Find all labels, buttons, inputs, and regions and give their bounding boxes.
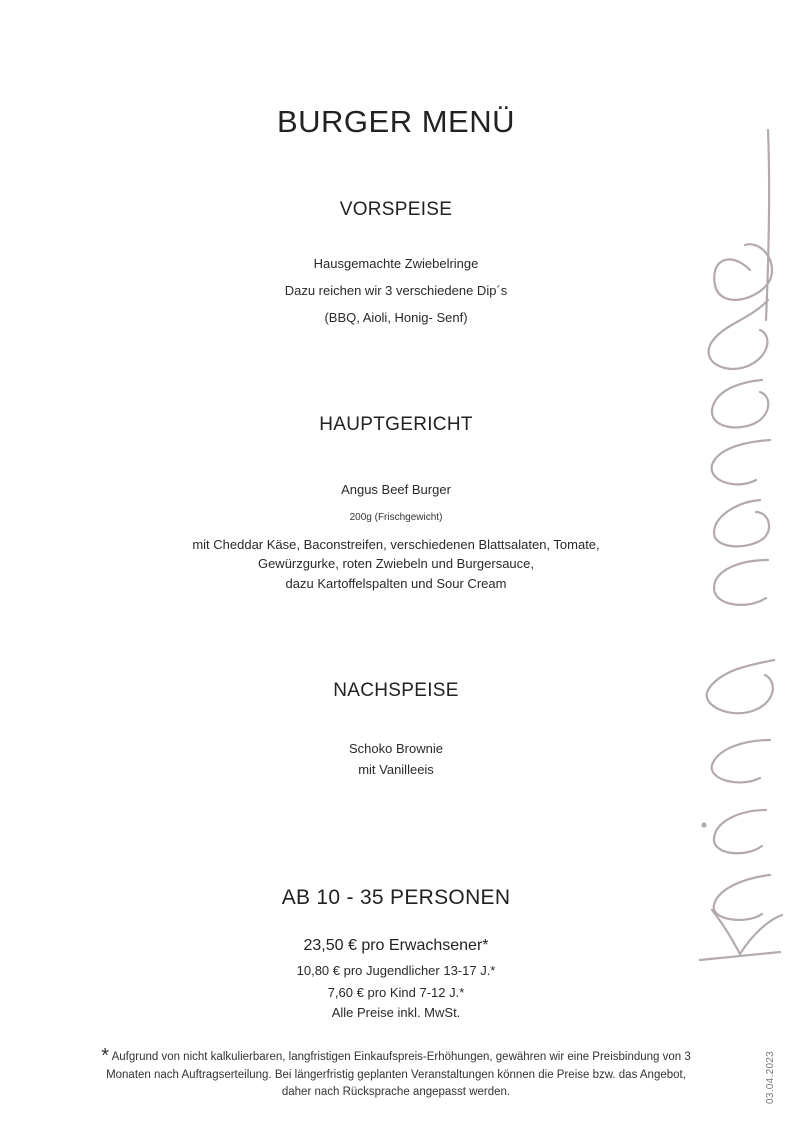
hauptgericht-weight: 200g (Frischgewicht) [349,512,443,523]
document-date: 03.04.2023 [765,1050,776,1104]
price-vat-note: Alle Preise inkl. MwSt. [331,1005,461,1020]
hauptgericht-heading: HAUPTGERICHT [319,414,473,435]
hauptgericht-name: Angus Beef Burger [341,482,451,497]
vorspeise-line-2: Dazu reichen wir 3 verschiedene Dip´s [284,283,508,298]
nachspeise-line-2: mit Vanilleeis [358,762,434,777]
price-child: 7,60 € pro Kind 7-12 J.* [327,985,465,1000]
hauptgericht-line-2: Gewürzgurke, roten Zwiebeln und Burgersauce, [257,556,535,571]
vorspeise-heading: VORSPEISE [339,199,453,220]
price-adult: 23,50 € pro Erwachsener* [303,937,489,954]
footnote [100,1045,692,1102]
pricing-heading: AB 10 - 35 PERSONEN [281,886,511,909]
page-title: BURGER MENÜ [276,104,515,139]
nachspeise-line-1: Schoko Brownie [349,741,443,756]
kulinarie-restaurant-logo [690,120,790,980]
hauptgericht-line-3: dazu Kartoffelspalten und Sour Cream [285,576,507,591]
nachspeise-heading: NACHSPEISE [333,680,459,701]
hauptgericht-line-1: mit Cheddar Käse, Baconstreifen, verschiedenen Blattsalaten, Tomate, [192,537,600,552]
vorspeise-line-3: (BBQ, Aioli, Honig- Senf) [324,310,468,325]
footnote-text: Aufgrund von nicht kalkulierbaren, langfristigen Einkaufspreis-Erhöhungen, gewähren wir eine Preisbindung von 3 Monaten nach Auftragserteilung. Bei längerfristig geplanten Veranstaltungen können die Preise bzw. das Angebot, daher nach Rücksprache angepasst werden. [106,1051,691,1098]
vorspeise-line-1: Hausgemachte Zwiebelringe [313,256,479,271]
footnote-star: * [101,1045,110,1067]
price-youth: 10,80 € pro Jugendlicher 13-17 J.* [296,963,496,978]
